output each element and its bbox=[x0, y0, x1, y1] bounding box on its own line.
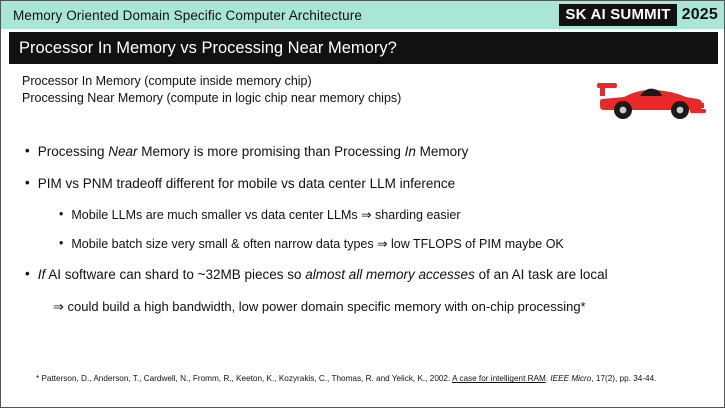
footnote-prefix: * Patterson, D., Anderson, T., Cardwell, N., Fromm, R., Keeton, K., Kozyrakis, C., Thomas, R. and Yelick, K., 2002. bbox=[36, 374, 453, 384]
sub-bullet-item bbox=[59, 208, 705, 224]
page-title: Processor In Memory vs Processing Near Memory? bbox=[19, 38, 397, 57]
bullet-dot-icon: • bbox=[59, 236, 64, 251]
bullet-emphasis: Near bbox=[108, 144, 138, 159]
footnote-mid: . bbox=[545, 374, 551, 384]
summit-logo-text: SK AI SUMMIT bbox=[559, 4, 676, 26]
footnote-link[interactable]: A case for intelligent RAM bbox=[452, 374, 546, 384]
subtitle-block bbox=[22, 73, 401, 107]
summit-logo bbox=[559, 4, 718, 26]
bullet-text: PIM vs PNM tradeoff different for mobile vs data center LLM inference bbox=[37, 175, 456, 191]
slide-banner bbox=[1, 1, 725, 29]
bullet-emphasis: In bbox=[404, 144, 416, 159]
bullet-dot-icon: • bbox=[25, 143, 30, 158]
bullet-dot-icon: • bbox=[59, 206, 64, 221]
footnote-suffix: , 17(2), pp. 34-44. bbox=[591, 374, 657, 384]
race-car-icon bbox=[594, 69, 706, 121]
subtitle-line-1: Processor In Memory (compute inside memory chip) bbox=[22, 74, 312, 88]
sub-bullet-text: Mobile LLMs are much smaller vs data center LLMs ⇒ sharding easier bbox=[71, 207, 461, 222]
bullet-dot-icon: • bbox=[25, 174, 30, 190]
banner-title: Memory Oriented Domain Specific Computer Architecture bbox=[13, 7, 362, 23]
bullet-emphasis: almost all memory accesses bbox=[305, 267, 475, 282]
conclusion-text: ⇒ could build a high bandwidth, low power domain specific memory with on-chip processing* bbox=[53, 298, 586, 314]
sub-bullet-item bbox=[59, 237, 705, 253]
bullet-item bbox=[25, 176, 705, 193]
summit-logo-year: 2025 bbox=[681, 6, 718, 23]
sub-bullet-text: Mobile batch size very small & often narrow data types ⇒ low TFLOPS of PIM maybe OK bbox=[71, 237, 564, 252]
bullet-text: If AI software can shard to ~32MB pieces so almost all memory accesses of an AI task are local bbox=[37, 267, 608, 282]
conclusion-item bbox=[53, 299, 705, 315]
bullet-item bbox=[25, 267, 705, 284]
bullet-item bbox=[25, 144, 705, 161]
subtitle-line-2: Processing Near Memory (compute in logic chip near memory chips) bbox=[22, 90, 402, 105]
bullet-text: Processing Near Memory is more promising than Processing In Memory bbox=[37, 144, 469, 159]
footnote-journal: IEEE Micro bbox=[550, 374, 592, 384]
bullet-emphasis: If bbox=[37, 267, 46, 282]
bullet-dot-icon: • bbox=[25, 266, 30, 281]
bullet-list bbox=[25, 144, 705, 329]
footnote bbox=[36, 374, 696, 385]
slide-title-bar bbox=[9, 32, 718, 64]
